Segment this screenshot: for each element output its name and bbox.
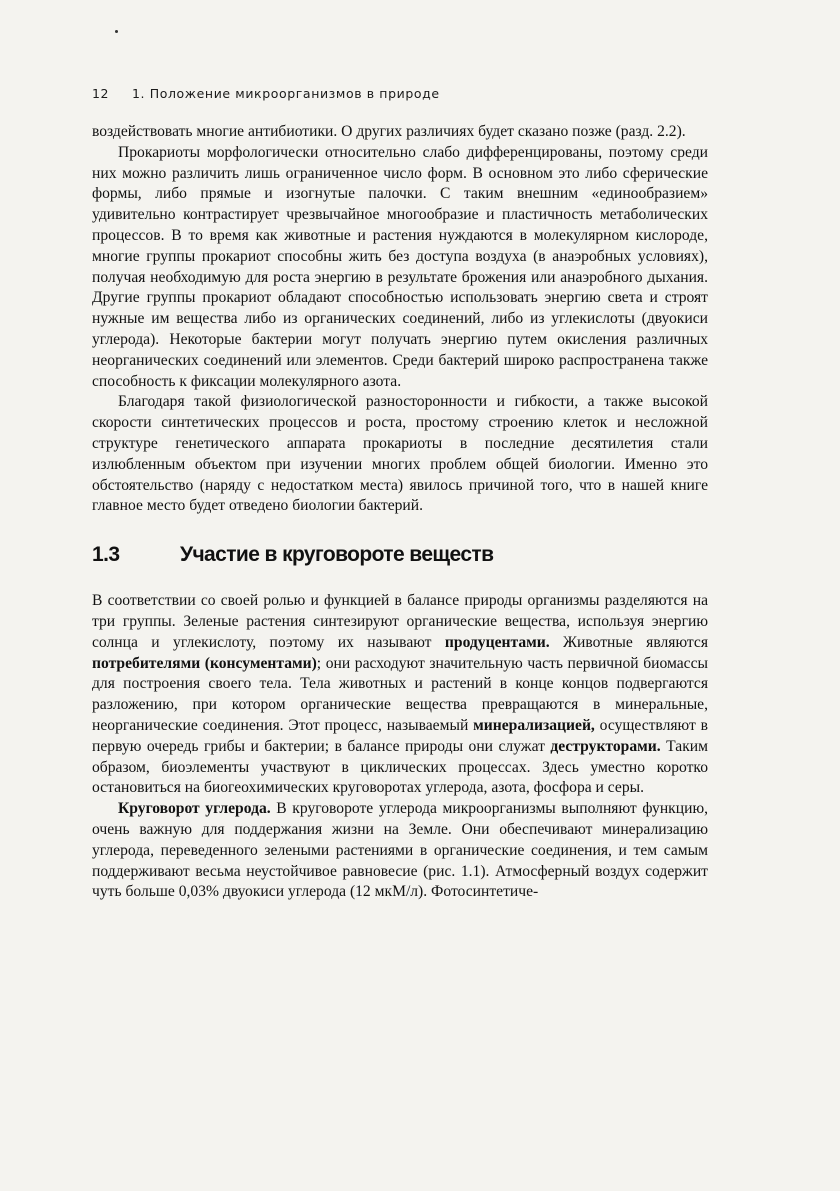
body-text — [92, 122, 708, 903]
section-number: 1.3 — [92, 543, 120, 567]
term-consumers: потребителями (консументами) — [92, 654, 317, 672]
paragraph-prokaryote-morphology: Прокариоты морфологически относительно слабо дифференцированы, поэтому среди них можно различить лишь ограниченное число форм. В основном это либо сферические формы, либо прямые и изогнутые палочки. С таким внешним «единообразием» удивительно контрастирует чрезвычайное многообразие и пластичность метаболических процессов. В то время как животные и растения нуждаются в молекулярном кислороде, многие группы прокариот способны жить без доступа воздуха (в анаэробных условиях), получая необходимую для роста энергию в результате брожения или анаэробного дыхания. Другие группы прокариот обладают способностью использовать энергию света и строят нужные им вещества либо из органических соединений, либо из углекислоты (двуокиси углерода). Некоторые бактерии могут получать энергию путем окисления различных неорганических соединений или элементов. Среди бактерий широко распространена также способность к фиксации молекулярного азота. — [92, 143, 708, 390]
paragraph-carbon-cycle: Круговорот углерода. В круговороте углерода микроорганизмы выполняют функцию, очень важную для поддержания жизни на Земле. Они обеспечивают минерализацию углерода, переведенного зелеными растениями в органические соединения, и тем самым поддерживают весьма неустойчивое равновесие (рис. 1.1). Атмосферный воздух содержит чуть больше 0,03% двуокиси углерода (12 мкМ/л). Фотосинтетиче- — [92, 800, 708, 901]
paragraph-model-object: Благодаря такой физиологической разносторонности и гибкости, а также высокой скорости синтетических процессов и роста, простому строению клеток и несложной структуре генетического аппарата прокариоты в последние десятилетия стали излюбленным объектом при изучении многих проблем общей биологии. Именно это обстоятельство (наряду с недостатком места) явилось причиной того, что в нашей книге главное место будет отведено биологии бактерий. — [92, 393, 708, 515]
running-header — [92, 84, 708, 104]
section-heading — [92, 542, 708, 568]
book-page — [92, 84, 708, 903]
page-number: 12 — [92, 86, 110, 101]
stray-mark — [115, 30, 118, 33]
term-producers: продуцентами. — [444, 633, 550, 651]
term-carbon-cycle: Круговорот углерода. — [118, 800, 271, 818]
paragraph-continued: воздействовать многие антибиотики. О других различиях будет сказано позже (разд. 2.2). — [92, 123, 686, 140]
term-decomposers: деструкторами. — [550, 737, 661, 755]
paragraph-three-groups: В соответствии со своей ролью и функцией в балансе природы организмы разделяются на три группы. Зеленые растения синтезируют органические вещества, используя энергию солнца и углекислоту, поэтому их называют продуцентами. Животные являются потребителями (консументами); они расходуют значительную часть первичной биомассы для построения своего тела. Тела животных и растений в конце концов подвергаются разложению, при котором органические вещества превращаются в минеральные, неорганические соединения. Этот процесс, называемый минерализацией, осуществляют в первую очередь грибы и бактерии; в балансе природы они служат деструкторами. Таким образом, биоэлементы участвуют в циклических процессах. Здесь уместно коротко остановиться на биогеохимических круговоротах углерода, азота, фосфора и серы. — [92, 592, 708, 797]
running-title: 1. Положение микроорганизмов в природе — [132, 86, 440, 101]
section-title: Участие в круговороте веществ — [180, 543, 494, 567]
term-mineralization: минерализацией, — [473, 716, 595, 734]
